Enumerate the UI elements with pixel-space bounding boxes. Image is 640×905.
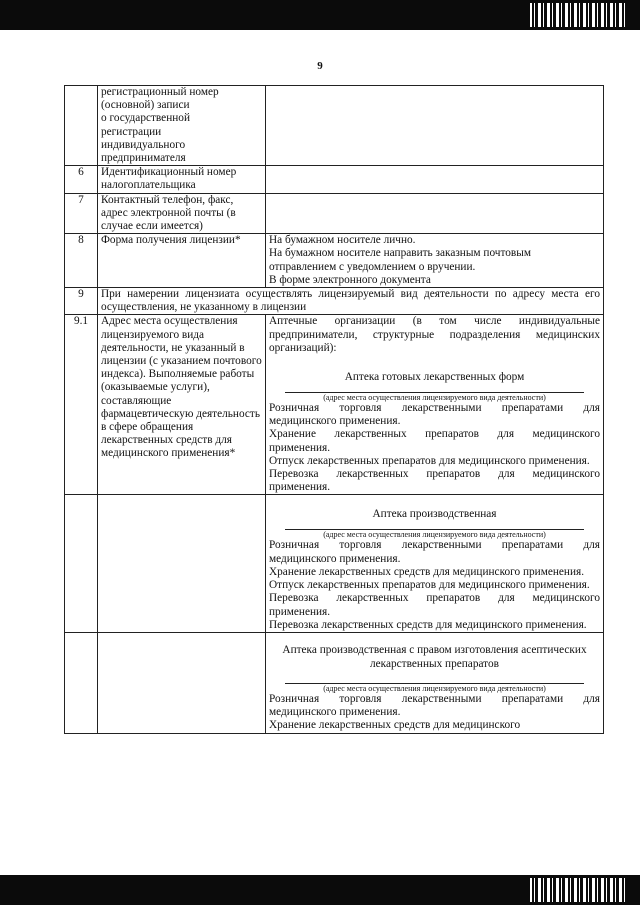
pharmacy-block	[266, 315, 604, 495]
delivery-options	[266, 234, 604, 288]
work-item: Перевозка лекарственных препаратов для медицинского применения.	[269, 468, 600, 494]
table-row	[65, 86, 604, 166]
table-row	[65, 193, 604, 234]
pharmacy-title: Аптека готовых лекарственных форм	[344, 371, 525, 384]
scan-top-bar	[0, 0, 640, 30]
value-cell	[266, 86, 604, 166]
row-number: 9	[65, 288, 98, 315]
row-label: Адрес места осуществления лицензируемого вида деятельности, не указанный в лицензии (с указанием почтового индекса). Выполняемые работы (оказываемые услуги), составляющие фармацевтическую деятельность в сфере обращения лекарственных средств для медицинского применения*	[98, 315, 266, 495]
address-caption: (адрес места осуществления лицензируемого вида деятельности)	[323, 530, 546, 540]
work-item: Отпуск лекарственных препаратов для медицинского применения.	[269, 454, 590, 467]
address-caption: (адрес места осуществления лицензируемого вида деятельности)	[323, 393, 546, 403]
work-item: Перевозка лекарственных средств для медицинского применения.	[269, 618, 587, 631]
pharmacy-block	[266, 495, 604, 632]
work-item: Хранение лекарственных средств для медицинского	[269, 719, 521, 732]
application-form-table	[64, 85, 604, 734]
section-heading: При намерении лицензиата осуществлять лицензируемый вид деятельности по адресу места его осуществления, не указанному в лицензии	[98, 288, 604, 315]
table-row	[65, 495, 604, 632]
value-cell	[266, 193, 604, 234]
row-number: 6	[65, 166, 98, 193]
row-number: 9.1	[65, 315, 98, 495]
pharmacy-block	[266, 632, 604, 733]
option-electronic: В форме электронного документа	[269, 273, 431, 286]
page-number: 9	[317, 60, 323, 72]
table-row	[65, 288, 604, 315]
row-label: Форма получения лицензии*	[98, 234, 266, 288]
work-item: Хранение лекарственных средств для медицинского применения.	[269, 565, 585, 578]
row-number: 7	[65, 193, 98, 234]
pharmacy-intro: Аптечные организации (в том числе индивидуальные предприниматели, структурные подразделения медицинских организаций):	[269, 315, 600, 354]
work-item: Перевозка лекарственных препаратов для медицинского применения.	[269, 592, 600, 618]
row-label: Идентификационный номер налогоплательщика	[98, 166, 266, 193]
barcode-icon	[530, 3, 626, 27]
table-row	[65, 166, 604, 193]
pharmacy-title: Аптека производственная с правом изготовления асептических лекарственных препаратов	[282, 643, 587, 670]
address-caption: (адрес места осуществления лицензируемого вида деятельности)	[323, 683, 546, 693]
option-paper-personal: На бумажном носителе лично.	[269, 234, 416, 247]
value-cell	[266, 166, 604, 193]
row-label: Контактный телефон, факс, адрес электронной почты (в случае если имеется)	[98, 193, 266, 234]
work-item: Розничная торговля лекарственными препаратами для медицинского применения.	[269, 539, 600, 565]
table-row	[65, 234, 604, 288]
work-item: Розничная торговля лекарственными препаратами для медицинского применения.	[269, 402, 600, 428]
row-label: регистрационный номер (основной) записи о государственной регистрации индивидуального предпринимателя	[98, 86, 266, 166]
work-item: Отпуск лекарственных препаратов для медицинского применения.	[269, 579, 590, 592]
row-number: 8	[65, 234, 98, 288]
option-paper-mail: На бумажном носителе направить заказным почтовым отправлением с уведомлением о вручении.	[269, 247, 532, 273]
table-row	[65, 315, 604, 495]
table-row	[65, 632, 604, 733]
work-item: Розничная торговля лекарственными препаратами для медицинского применения.	[269, 692, 600, 719]
pharmacy-title: Аптека производственная	[372, 508, 497, 521]
work-item: Хранение лекарственных препаратов для медицинского применения.	[269, 428, 600, 454]
barcode-icon	[530, 878, 626, 902]
scan-bottom-bar	[0, 875, 640, 905]
